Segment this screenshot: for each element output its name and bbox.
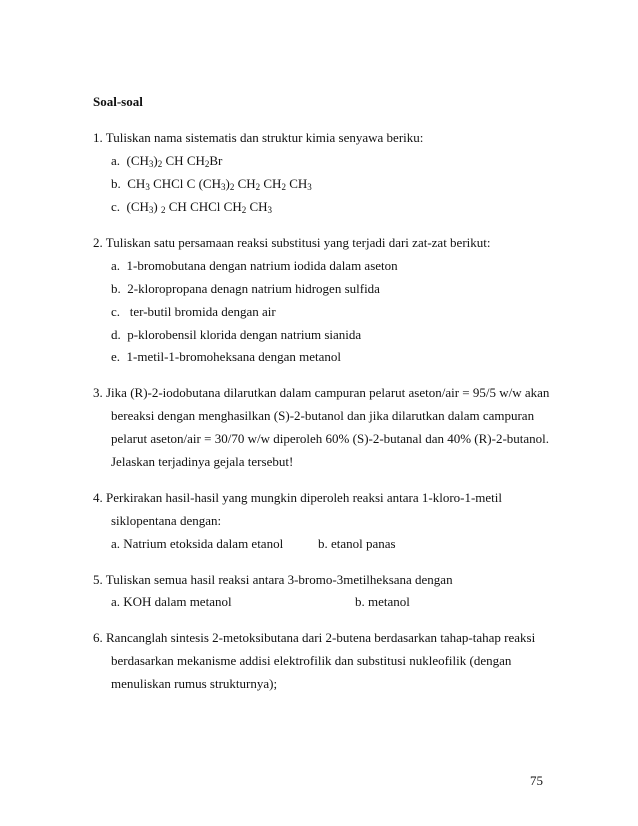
question-1-option-c: c. $(CH_3)$ $_2$ CH CHCl $CH_2$ $CH_3$ bbox=[111, 199, 273, 215]
page-number: 75 bbox=[530, 773, 543, 788]
question-2-text: 2. Tuliskan satu persamaan reaksi substitusi yang terjadi dari zat-zat berikut: bbox=[93, 235, 491, 250]
question-3-line-2: bereaksi dengan menghasilkan (S)-2-butanol dan jika dilarutkan dalam campuran bbox=[111, 408, 535, 423]
section-title: Soal-soal bbox=[93, 94, 143, 109]
question-1-text: 1. Tuliskan nama sistematis dan struktur kimia senyawa beriku: bbox=[93, 130, 424, 145]
option-label: a. bbox=[111, 153, 121, 168]
question-3-line-1: 3. Jika (R)-2-iodobutana dilarutkan dalam campuran pelarut aseton/air = 95/5 w/w akan bbox=[93, 385, 550, 400]
question-3-line-3: pelarut aseton/air = 30/70 w/w diperoleh 60% (S)-2-butanal dan 40% (R)-2-butanol. bbox=[111, 431, 550, 446]
question-4-line-2: siklopentana dengan: bbox=[111, 513, 222, 528]
option-label: b. bbox=[111, 176, 121, 191]
question-4-line-1: 4. Perkirakan hasil-hasil yang mungkin diperoleh reaksi antara 1-kloro-1-metil bbox=[93, 490, 503, 505]
question-5-option-b: b. metanol bbox=[355, 594, 410, 609]
question-2-option-d: d. p-klorobensil klorida dengan natrium sianida bbox=[111, 327, 362, 342]
question-2-option-c: c. ter-butil bromida dengan air bbox=[111, 304, 276, 319]
question-6-line-2: berdasarkan mekanisme addisi elektrofilik dan substitusi nukleofilik (dengan bbox=[111, 653, 512, 668]
option-label: c. bbox=[111, 199, 121, 214]
question-4-option-a: a. Natrium etoksida dalam etanol bbox=[111, 536, 284, 551]
question-5-option-a: a. KOH dalam metanol bbox=[111, 594, 232, 609]
question-6-line-3: menuliskan rumus strukturnya); bbox=[111, 676, 278, 691]
question-1-option-b: b. $CH_3$ CHCl C $(CH_3)_2$ $CH_2$ $CH_2$ $CH_3$ bbox=[111, 176, 312, 192]
question-2-option-b: b. 2-kloropropana denagn natrium hidrogen sulfida bbox=[111, 281, 380, 296]
question-5-text: 5. Tuliskan semua hasil reaksi antara 3-bromo-3metilheksana dengan bbox=[93, 572, 453, 587]
question-3-line-4: Jelaskan terjadinya gejala tersebut! bbox=[111, 454, 294, 469]
question-2-option-a: a. 1-bromobutana dengan natrium iodida dalam aseton bbox=[111, 258, 398, 273]
question-4-option-b: b. etanol panas bbox=[318, 536, 396, 551]
question-6-line-1: 6. Rancanglah sintesis 2-metoksibutana dari 2-butena berdasarkan tahap-tahap reaksi bbox=[93, 630, 536, 645]
question-1-option-a: a. $(CH_3)_2$ CH $CH_2Br$ bbox=[111, 153, 223, 169]
question-2-option-e: e. 1-metil-1-bromoheksana dengan metanol bbox=[111, 349, 341, 364]
